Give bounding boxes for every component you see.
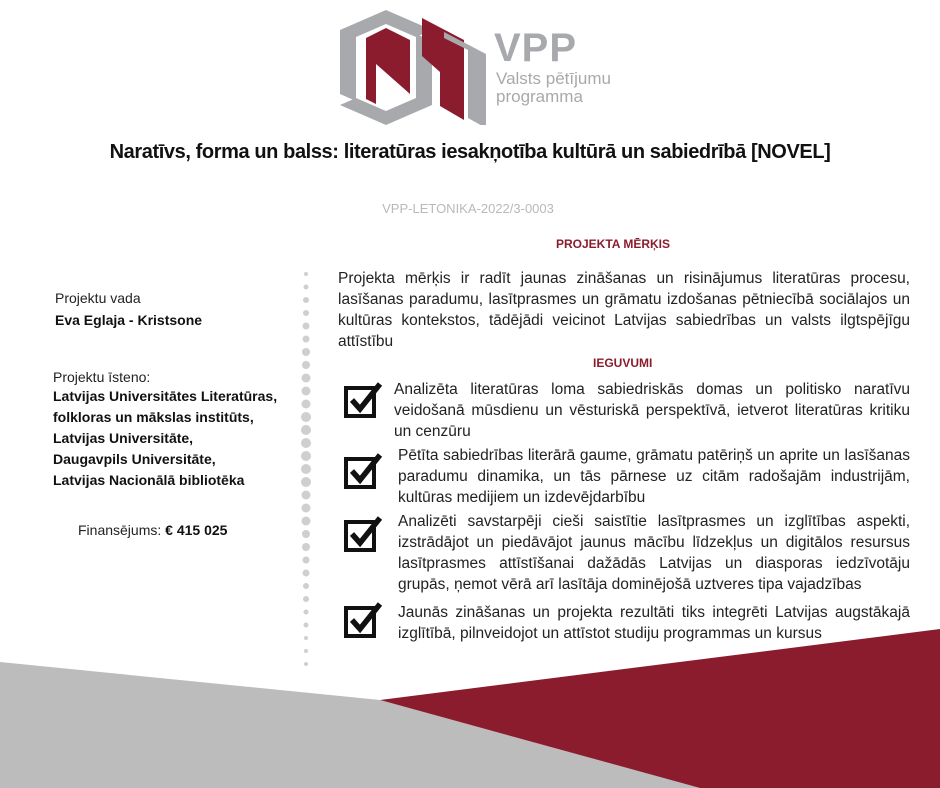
- checkbox-checked-icon: [343, 451, 383, 491]
- goal-text: Projekta mērķis ir radīt jaunas zināšanas un risinājumus literatūras procesu, lasīšanas paradumu, lasītprasmes un grāmatu izdošanas pētniecībā sociālajos un kultūras kontekstos, tādējādi veicinot Latvijas sabiedrības un valsts ilgtspējīgu attīstību: [338, 270, 910, 350]
- leader-label: Projektu vada: [55, 290, 141, 306]
- goal-heading: PROJEKTA MĒRĶIS: [556, 237, 671, 251]
- checkbox-checked-icon: [343, 514, 383, 554]
- logo-acronym: VPP: [494, 26, 578, 70]
- funding-amount: € 415 025: [165, 522, 228, 538]
- implementers-label: Projektu īsteno:: [53, 369, 151, 385]
- page-title: Naratīvs, forma un balss: literatūras iesakņotība kultūrā un sabiedrībā [NOVEL]: [109, 141, 831, 163]
- implementer-line: Latvijas Universitātes Literatūras,: [53, 388, 278, 404]
- funding-label: Finansējums:: [78, 522, 162, 538]
- results-heading: IEGUVUMI: [593, 356, 653, 370]
- implementer-line: Latvijas Nacionālā bibliotēka: [53, 472, 245, 488]
- logo-subtitle: Valsts pētījumu programma: [496, 69, 611, 106]
- checkbox-checked-icon: [343, 600, 383, 640]
- result-item: Analizēta literatūras loma sabiedriskās domas un politisko naratīvu veidošanā mūsdienu un vēsturiskā perspektīvā, ietverot literatūras kritiku un cenzūru: [394, 381, 910, 440]
- checkbox-checked-icon: [343, 380, 383, 420]
- project-code: VPP-LETONIKA-2022/3-0003: [382, 201, 554, 216]
- result-item: Pētīta sabiedrības literārā gaume, grāmatu patēriņš un aprite un lasīšanas paradumu dinamika, un tās pārnese uz citām radošajām industrijām, kultūras medijiem un izdevējdarbību: [398, 447, 910, 506]
- implementer-line: Daugavpils Universitāte,: [53, 451, 216, 467]
- implementer-line: folkloras un mākslas institūts,: [53, 409, 254, 425]
- implementer-line: Latvijas Universitāte,: [53, 430, 194, 446]
- result-item: Jaunās zināšanas un projekta rezultāti tiks integrēti Latvijas augstākajā izglītībā, pilnveidojot un attīstot studiju programmas un kursus: [398, 604, 910, 642]
- result-item: Analizēti savstarpēji cieši saistītie lasītprasmes un izglītības aspekti, izstrādājot un piedāvājot jaunus mācību līdzekļus un digitālos resursus lasītprasmes attīstīšanai dažādās Latvijas un diasporas iedzīvotāju grupās, ņemot vērā arī lasītāja dominējošā uztveres tipa vajadzības: [398, 513, 910, 593]
- leader-name: Eva Eglaja - Kristsone: [55, 312, 203, 328]
